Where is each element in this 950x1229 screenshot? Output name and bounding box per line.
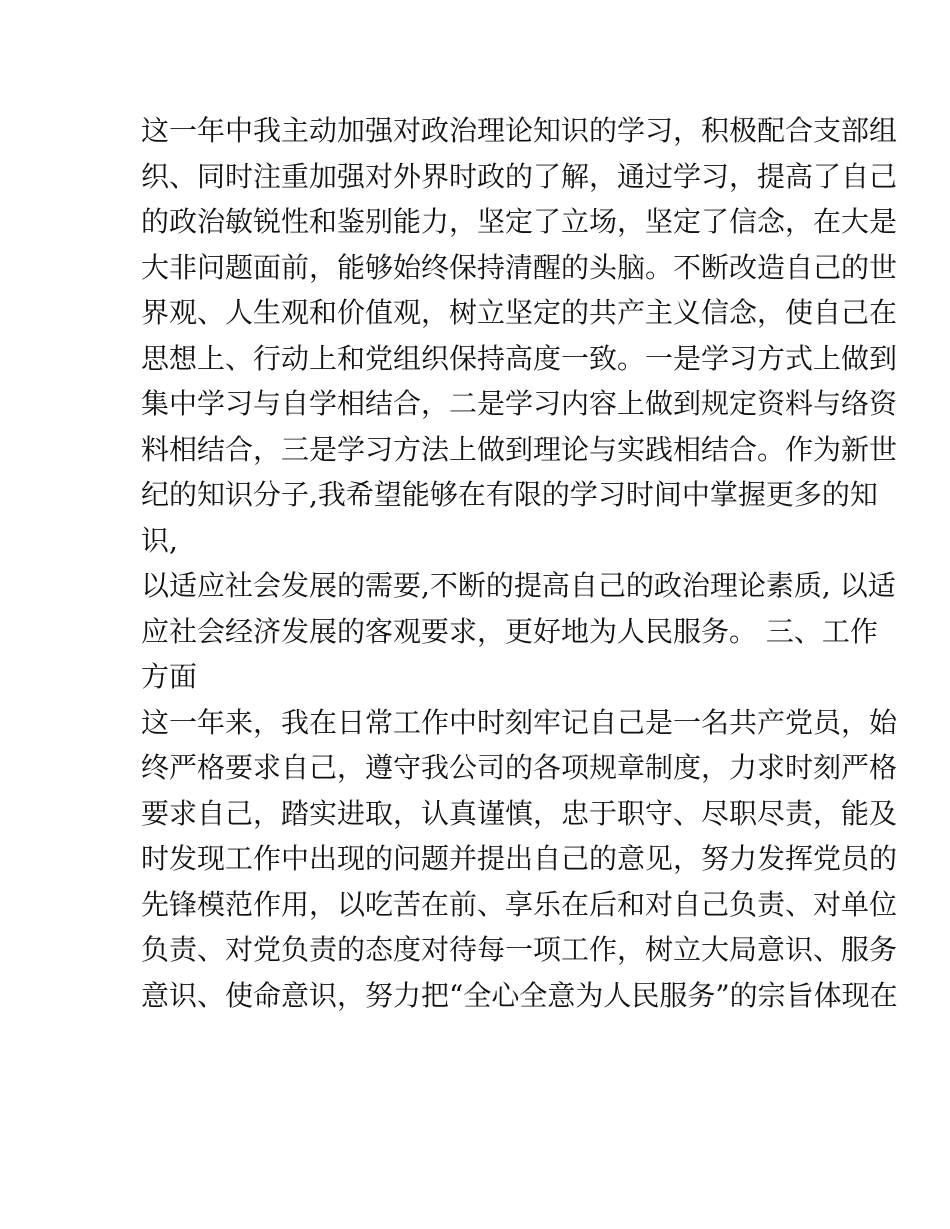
text-line: 的政治敏锐性和鉴别能力，坚定了立场，坚定了信念，在大是 [141, 205, 898, 238]
text-line: 要求自己，踏实进取，认真谨慎，忠于职守、尽职尽责，能及 [141, 796, 898, 830]
text-line: 识, [141, 523, 178, 557]
text-line: 终严格要求自己，遵守我公司的各项规章制度，力求时刻严格 [141, 751, 898, 784]
text-line: 大非问题面前，能够始终保持清醒的头脑。不断改造自己的世 [141, 250, 898, 284]
text-line: 负责、对党负责的态度对待每一项工作，树立大局意识、服务 [141, 933, 898, 966]
text-line: 料相结合，三是学习方法上做到理论与实践相结合。作为新世 [141, 432, 898, 466]
text-line: 思想上、行动上和党组织保持高度一致。一是学习方式上做到 [141, 341, 898, 375]
document-body [141, 108, 898, 1018]
text-line: 这一年中我主动加强对政治理论知识的学习，积极配合支部组 [141, 114, 898, 147]
text-line: 界观、人生观和价值观，树立坚定的共产主义信念，使自己在 [141, 296, 898, 329]
text-line: 这一年来，我在日常工作中时刻牢记自己是一名共产党员，始 [141, 705, 898, 739]
text-line: 时发现工作中出现的问题并提出自己的意见，努力发挥党员的 [141, 842, 898, 875]
text-line: 应社会经济发展的客观要求，更好地为人民服务。 三、工作 [141, 614, 878, 648]
text-line: 以适应社会发展的需要,不断的提高自己的政治理论素质, 以适 [141, 569, 896, 602]
text-line: 织、同时注重加强对外界时政的了解，通过学习，提高了自己 [141, 159, 898, 193]
text-line: 方面 [141, 660, 198, 693]
text-line: 集中学习与自学相结合，二是学习内容上做到规定资料与络资 [141, 387, 898, 420]
text-line: 纪的知识分子,我希望能够在有限的学习时间中掌握更多的知 [141, 478, 878, 511]
text-line: 先锋模范作用，以吃苦在前、享乐在后和对自己负责、对单位 [141, 887, 898, 921]
text-line: 意识、使命意识，努力把“全心全意为人民服务”的宗旨体现在 [141, 978, 898, 1012]
